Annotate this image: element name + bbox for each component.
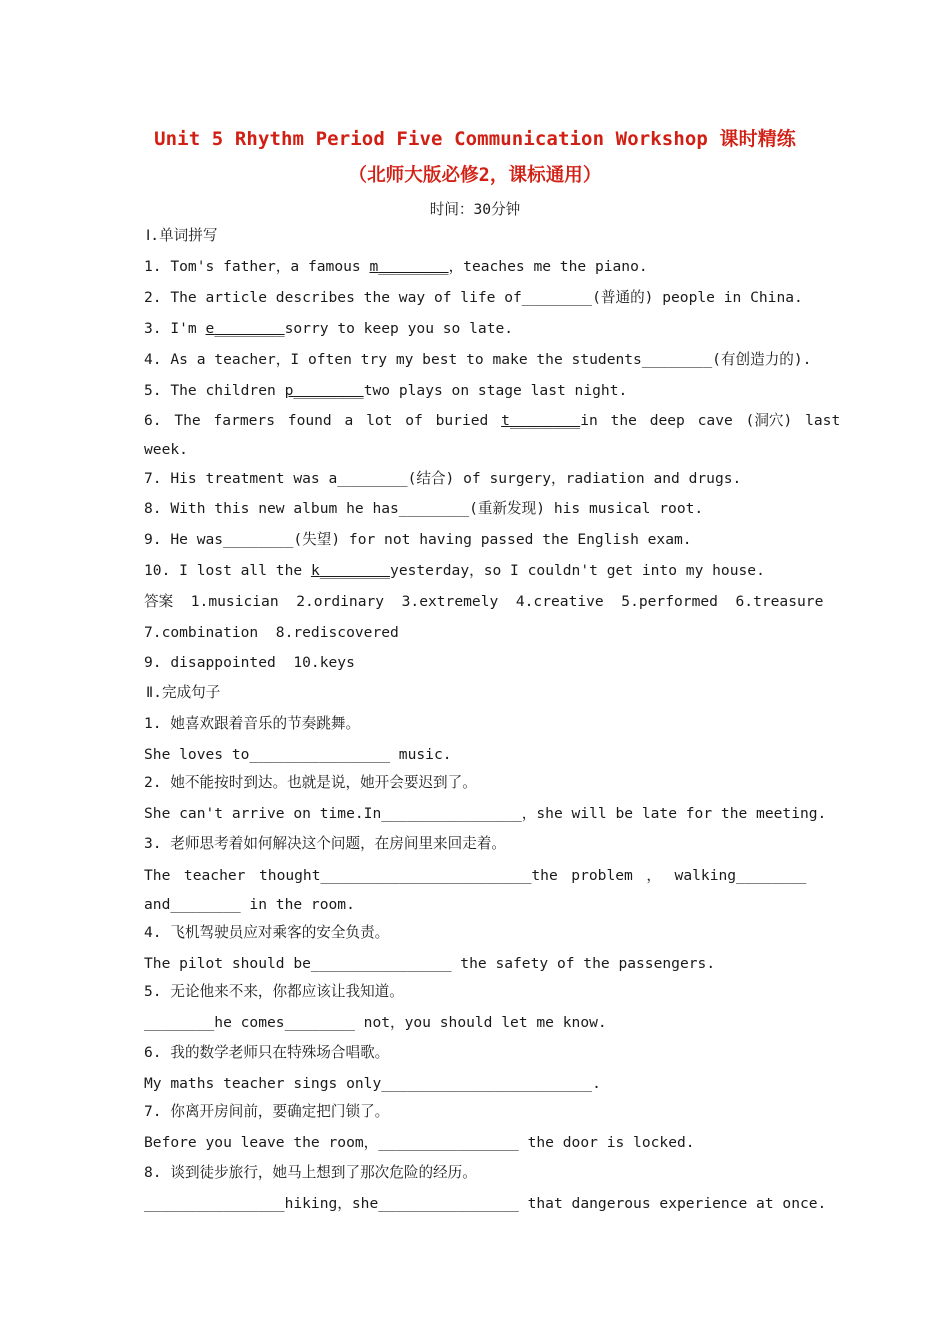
question-3: [144, 319, 806, 339]
text-segment: 5. The children: [144, 382, 285, 399]
answer-blank: ________: [378, 258, 449, 275]
section-2-heading: Ⅱ.完成句子: [146, 684, 221, 701]
sentence-2-english: She can't arrive on time.In________________，she will be late for the meeting.: [144, 805, 827, 822]
text-segment: yesterday，so I couldn't get into my house.: [390, 562, 765, 579]
question-6: [144, 411, 841, 431]
question-7: 7. His treatment was a________(结合) of surgery，radiation and drugs.: [144, 470, 742, 487]
question-8: 8. With this new album he has________(重新发现) his musical root.: [144, 500, 704, 517]
text-segment: ，teaches me the piano.: [448, 258, 648, 275]
title-line-2: （北师大版必修2，课标通用）: [348, 165, 602, 186]
answer-blank: ________: [319, 562, 391, 579]
question-4: 4. As a teacher，I often try my best to make the students________(有创造力的).: [144, 351, 812, 368]
answer-blank: ________: [214, 320, 285, 337]
time-limit: 时间：30分钟: [429, 201, 521, 218]
section-1-heading: Ⅰ.单词拼写: [146, 227, 218, 244]
hint-letter: t: [501, 412, 510, 429]
sentence-5-chinese: 5. 无论他来不来，你都应该让我知道。: [144, 983, 404, 1000]
question-1: [144, 257, 806, 277]
question-10: [144, 561, 806, 581]
answer-key-line-1: 答案 1.musician 2.ordinary 3.extremely 4.creative 5.performed 6.treasure: [144, 593, 824, 610]
sentence-1-english: She loves to________________ music.: [144, 746, 452, 763]
sentence-8-english: ________________hiking，she________________ that dangerous experience at once.: [144, 1195, 827, 1212]
answer-blank: ________: [293, 382, 364, 399]
answer-key-line-3: 9. disappointed 10.keys: [144, 654, 355, 671]
hint-letter: p: [284, 382, 294, 399]
title-line-1: Unit 5 Rhythm Period Five Communication Workshop 课时精练: [154, 128, 796, 150]
text-segment: 10. I lost all the: [144, 562, 311, 579]
text-segment: two plays on stage last night.: [363, 382, 628, 399]
sentence-3-english: The teacher thought________________________the problem ， walking________: [144, 867, 807, 884]
hint-letter: e: [205, 320, 215, 337]
sentence-8-chinese: 8. 谈到徒步旅行，她马上想到了那次危险的经历。: [144, 1164, 477, 1181]
sentence-3-english-continued: and________ in the room.: [144, 896, 355, 913]
sentence-2-chinese: 2. 她不能按时到达。也就是说，她开会要迟到了。: [144, 774, 477, 791]
question-5: [144, 381, 806, 401]
sentence-5-english: ________he comes________ not，you should let me know.: [144, 1014, 607, 1031]
sentence-4-chinese: 4. 飞机驾驶员应对乘客的安全负责。: [144, 924, 390, 941]
text-segment: 3. I'm: [144, 320, 206, 337]
hint-letter: k: [310, 562, 320, 579]
question-9: 9. He was________(失望) for not having passed the English exam.: [144, 531, 692, 548]
sentence-6-chinese: 6. 我的数学老师只在特殊场合唱歌。: [144, 1044, 390, 1061]
text-segment: in the deep cave (洞穴) last: [580, 412, 841, 429]
question-2: 2. The article describes the way of life of________(普通的) people in China.: [144, 289, 803, 306]
sentence-3-chinese: 3. 老师思考着如何解决这个问题，在房间里来回走着。: [144, 835, 507, 852]
text-segment: 1. Tom's father，a famous: [144, 258, 370, 275]
answer-blank: ________: [509, 412, 581, 429]
sentence-4-english: The pilot should be________________ the safety of the passengers.: [144, 955, 716, 972]
sentence-7-english: Before you leave the room，________________ the door is locked.: [144, 1134, 695, 1151]
sentence-1-chinese: 1. 她喜欢跟着音乐的节奏跳舞。: [144, 715, 361, 732]
question-6-continued: week.: [144, 441, 188, 458]
text-segment: 6. The farmers found a lot of buried: [144, 412, 502, 429]
answer-key-line-2: 7.combination 8.rediscovered: [144, 624, 399, 641]
text-segment: sorry to keep you so late.: [284, 320, 514, 337]
hint-letter: m: [369, 258, 379, 275]
sentence-7-chinese: 7. 你离开房间前，要确定把门锁了。: [144, 1103, 390, 1120]
sentence-6-english: My maths teacher sings only________________________.: [144, 1075, 601, 1092]
